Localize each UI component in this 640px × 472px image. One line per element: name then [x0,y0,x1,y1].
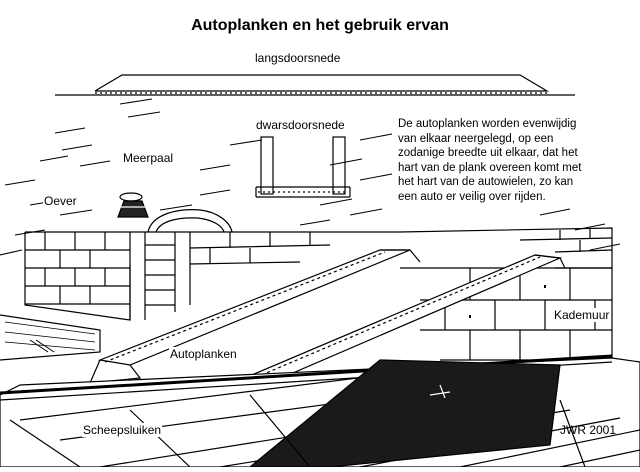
label-car-planks: Autoplanken [170,347,237,361]
left-basin-drawing [0,315,100,360]
label-longitudinal-section: langsdoorsnede [255,51,341,65]
credit-text: JWR 2001 [560,423,617,437]
label-bank: Oever [44,194,77,208]
description-text: De autoplanken worden evenwijdig van elkaar neergelegd, op een zodanige breedte uit elkaar, dat het hart van de plank overeen komt met het hart van de autowielen, zo kan een auto er veilig over rijden. [398,117,630,204]
longitudinal-section-drawing [55,75,575,95]
label-cross-section: dwarsdoorsnede [256,118,345,132]
mooring-post-drawing [118,193,148,217]
label-quay-wall: Kademuur [554,308,610,322]
label-hatch-covers: Scheepsluiken [83,423,162,437]
hatch-covers-drawing [0,356,640,467]
diagram-title: Autoplanken en het gebruik ervan [191,17,449,34]
cross-section-drawing [256,137,350,197]
label-mooring-post: Meerpaal [123,151,174,165]
